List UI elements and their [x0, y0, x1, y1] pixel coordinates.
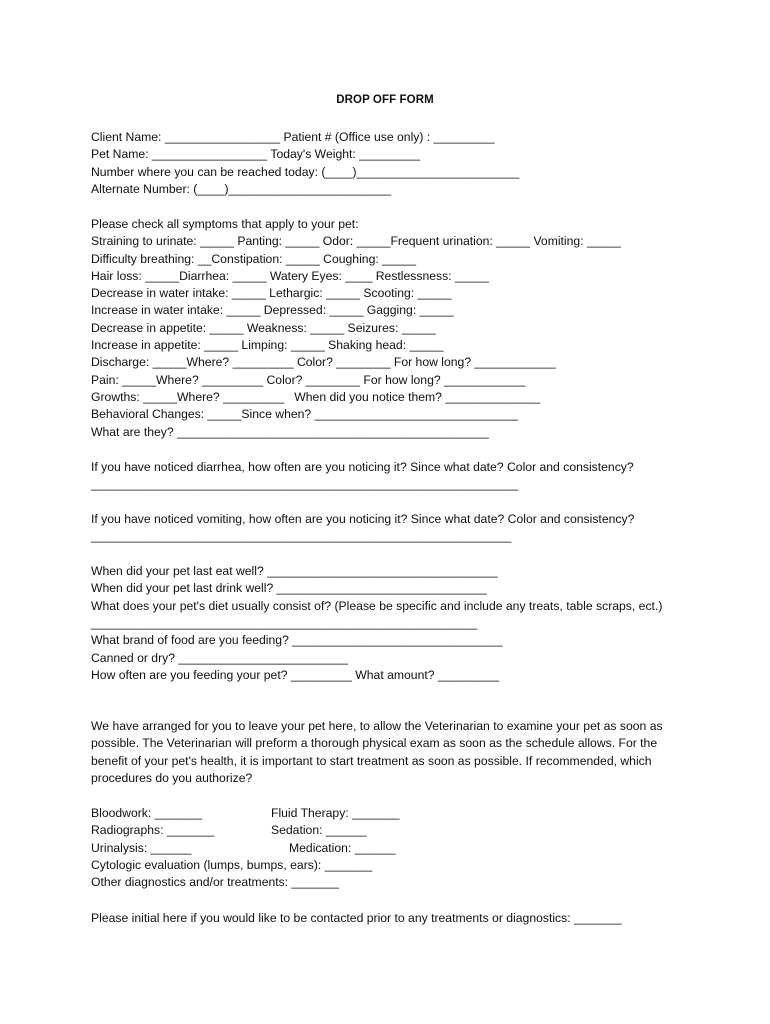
fluid-therapy-field[interactable]: Fluid Therapy: _______ [271, 806, 400, 820]
symptom-line[interactable]: Increase in appetite: _____ Limping: _____ Shaking head: _____ [91, 338, 444, 353]
diet-answer-line[interactable]: _________________________________________________________ [91, 616, 478, 630]
form-title: DROP OFF FORM [336, 94, 434, 106]
procedure-row [91, 805, 691, 822]
initial-section [91, 910, 691, 927]
other-diagnostics-field[interactable]: Other diagnostics and/or treatments: _______ [91, 875, 339, 890]
initial-field[interactable]: Please initial here if you would like to be contacted prior to any treatments or diagnostics: _______ [91, 911, 622, 925]
procedures-section [91, 805, 691, 891]
symptom-line[interactable]: Behavioral Changes: _____Since when? ______________________________ [91, 407, 518, 422]
symptom-line[interactable]: Difficulty breathing: __Constipation: _____ Coughing: _____ [91, 251, 417, 266]
vomiting-question: If you have noticed vomiting, how often are you noticing it? Since what date? Color and consistency? [91, 512, 635, 526]
symptoms-section [91, 216, 691, 441]
radiographs-field[interactable]: Radiographs: _______ [91, 823, 215, 838]
phone-number-line[interactable]: Number where you can be reached today: (____)________________________ [91, 164, 520, 179]
authorization-statement: We have arranged for you to leave your pet here, to allow the Veterinarian to examine your pet as soon as possible. The Veterinarian will preform a thorough physical exam as soon as the schedule allows. For the benefit of your pet's health, it is important to start treatment as soon as possible. If recommended, which procedures do you authorize? [91, 719, 663, 786]
feeding-frequency-line[interactable]: How often are you feeding your pet? _________ What amount? _________ [91, 667, 499, 682]
symptom-line[interactable]: What are they? ______________________________________________ [91, 424, 489, 439]
symptom-line[interactable]: Decrease in water intake: _____ Lethargic: _____ Scooting: _____ [91, 286, 452, 301]
sedation-field[interactable]: Sedation: ______ [271, 823, 367, 838]
last-drink-line[interactable]: When did your pet last drink well? _______________________________ [91, 581, 487, 596]
diet-section [91, 563, 691, 684]
client-info-section [91, 129, 691, 198]
procedure-row [91, 822, 691, 839]
diet-question: What does your pet's diet usually consist of? (Please be specific and include any treats, table scraps, ect.) [91, 598, 663, 613]
vomiting-section [91, 511, 691, 546]
diarrhea-answer-line[interactable]: _______________________________________________________________ [91, 477, 519, 492]
authorization-statement-section [91, 718, 681, 788]
symptoms-prompt: Please check all symptoms that apply to your pet: [91, 217, 359, 231]
alternate-number-line[interactable]: Alternate Number: (____)________________________ [91, 181, 392, 196]
diarrhea-question: If you have noticed diarrhea, how often are you noticing it? Since what date? Color and consistency? [91, 460, 634, 474]
diarrhea-section [91, 459, 691, 494]
urinalysis-field[interactable]: Urinalysis: ______ [91, 840, 192, 855]
symptom-line[interactable]: Decrease in appetite: _____ Weakness: _____ Seizures: _____ [91, 320, 436, 335]
symptom-line[interactable]: Growths: _____Where? _________ When did you notice them? ______________ [91, 389, 541, 404]
medication-field[interactable]: Medication: ______ [289, 840, 396, 855]
client-name-line[interactable]: Client Name: _________________ Patient # (Office use only) : _________ [91, 130, 495, 144]
symptom-line[interactable]: Straining to urinate: _____ Panting: _____ Odor: _____Frequent urination: _____ Vomiting: _____ [91, 234, 621, 249]
vomiting-answer-line[interactable]: ______________________________________________________________ [91, 529, 512, 544]
procedure-row [91, 840, 691, 857]
symptom-line[interactable]: Pain: _____Where? _________ Color? ________ For how long? ____________ [91, 372, 526, 387]
symptom-line[interactable]: Discharge: _____Where? _________ Color? ________ For how long? ____________ [91, 355, 556, 370]
last-eat-line[interactable]: When did your pet last eat well? __________________________________ [91, 564, 498, 578]
symptom-line[interactable]: Hair loss: _____Diarrhea: _____ Watery Eyes: ____ Restlessness: _____ [91, 268, 489, 283]
food-brand-line[interactable]: What brand of food are you feeding? _______________________________ [91, 633, 503, 648]
bloodwork-field[interactable]: Bloodwork: _______ [91, 806, 203, 820]
pet-name-line[interactable]: Pet Name: _________________ Today's Weight: _________ [91, 147, 421, 162]
canned-or-dry-line[interactable]: Canned or dry? _________________________ [91, 650, 348, 665]
cytologic-evaluation-field[interactable]: Cytologic evaluation (lumps, bumps, ears): _______ [91, 857, 373, 872]
symptom-line[interactable]: Increase in water intake: _____ Depressed: _____ Gagging: _____ [91, 303, 454, 318]
